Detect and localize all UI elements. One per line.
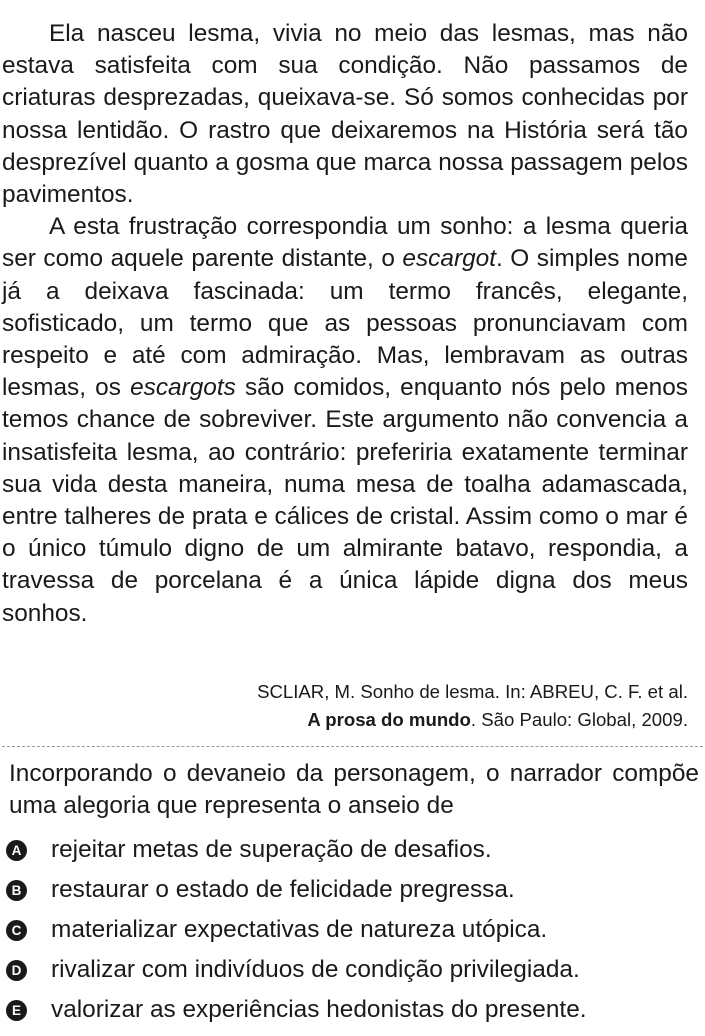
option-e[interactable] (0, 992, 587, 1028)
option-letter-badge: E (6, 1000, 27, 1021)
passage-p2-part-b: . O simples nome já a deixava fascinada: um termo francês, elegante, sofisticado, um termo que as pessoas pronunciavam com respeito e até com admiração. Mas, lembravam as outras lesmas, os (2, 245, 688, 402)
option-a[interactable] (0, 832, 492, 868)
option-text: materializar expectativas de natureza utópica. (51, 916, 548, 943)
citation-line-2 (257, 706, 688, 734)
option-text: rivalizar com indivíduos de condição privilegiada. (51, 956, 580, 983)
option-letter-badge: B (6, 880, 27, 901)
option-letter-badge: A (6, 840, 27, 861)
citation-book-title: A prosa do mundo (307, 709, 471, 730)
passage-p2-part-c: são comidos, enquanto nós pelo menos temos chance de sobreviver. Este argumento não convencia a insatisfeita lesma, ao contrário: preferiria exatamente terminar sua vida desta maneira, numa mesa de toalha adamascada, entre talheres de prata e cálices de cristal. Assim como o mar é o único túmulo digno de um almirante batavo, respondia, a travessa de porcelana é a única lápide digna dos meus sonhos. (2, 374, 688, 627)
passage-paragraph-2 (2, 211, 688, 630)
source-citation (257, 678, 688, 734)
passage-italic-escargots: escargots (130, 374, 236, 402)
option-text: valorizar as experiências hedonistas do presente. (51, 996, 587, 1023)
citation-line-1: SCLIAR, M. Sonho de lesma. In: ABREU, C. F. et al. (257, 681, 688, 702)
citation-publisher: . São Paulo: Global, 2009. (470, 709, 688, 730)
question-stem: Incorporando o devaneio da personagem, o narrador compõe uma alegoria que representa o anseio de (9, 760, 699, 819)
option-letter-badge: D (6, 960, 27, 981)
option-text: rejeitar metas de superação de desafios. (51, 836, 492, 863)
option-b[interactable] (0, 872, 515, 908)
passage-paragraph-1: Ela nasceu lesma, vivia no meio das lesmas, mas não estava satisfeita com sua condição. Não passamos de criaturas desprezadas, queixava-se. Só somos conhecidas por nossa lentidão. O rastro que deixaremos na História será tão desprezível quanto a gosma que marca nossa passagem pelos pavimentos. (2, 20, 688, 209)
option-c[interactable] (0, 912, 547, 948)
passage-text (2, 18, 688, 630)
option-text: restaurar o estado de felicidade pregressa. (51, 876, 515, 903)
option-d[interactable] (0, 952, 580, 988)
passage-italic-escargot: escargot (402, 245, 496, 273)
passage-p2-part-a: A esta frustração correspondia um sonho: a lesma queria ser como aquele parente distante, o (2, 213, 688, 273)
dashed-divider (2, 746, 703, 747)
option-letter-badge: C (6, 920, 27, 941)
